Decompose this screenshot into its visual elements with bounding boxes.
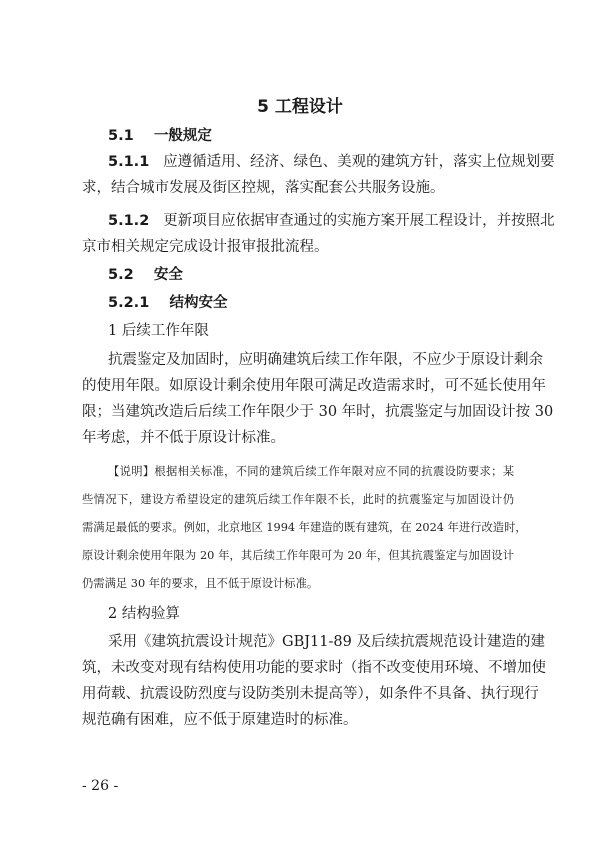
chapter-title: 5 工程设计 bbox=[257, 97, 343, 117]
note-line-2: 些情况下，建设方希望设定的建筑后续工作年限不长，此时的抗震鉴定与加固设计仍 bbox=[82, 493, 514, 506]
clause-5-1-1-line-2: 求，结合城市发展及街区控规，落实配套公共服务设施。 bbox=[82, 180, 445, 196]
clause-number: 5.2.1 bbox=[108, 295, 150, 311]
clause-number: 5.1.2 bbox=[108, 213, 150, 229]
item-2-line-4: 规范确有困难，应不低于原建造时的标准。 bbox=[82, 712, 358, 728]
note-line-1: 【说明】根据相关标准，不同的建筑后续工作年限对应不同的抗震设防要求；某 bbox=[108, 465, 514, 478]
item-1-line-1: 抗震鉴定及加固时，应明确建筑后续工作年限，不应少于原设计剩余 bbox=[108, 352, 543, 368]
clause-title: 结构安全 bbox=[169, 295, 228, 311]
section-number: 5.1 bbox=[108, 128, 134, 144]
section-5-2-heading bbox=[108, 265, 514, 285]
clause-5-2-1-heading bbox=[108, 293, 514, 313]
clause-5-1-1-line-1 bbox=[108, 152, 555, 172]
clause-number: 5.1.1 bbox=[108, 154, 150, 170]
section-5-1-heading bbox=[108, 126, 514, 146]
clause-5-1-2-line-1 bbox=[108, 211, 555, 231]
page-number: - 26 - bbox=[82, 778, 119, 794]
item-2-line-2: 筑，未改变对现有结构使用功能的要求时（指不改变使用环境、不增加使 bbox=[82, 660, 546, 676]
clause-text: 更新项目应依据审查通过的实施方案开展工程设计，并按照北 bbox=[163, 213, 555, 229]
section-number: 5.2 bbox=[108, 267, 134, 283]
item-1-line-3: 限；当建筑改造后后续工作年限少于 30 年时，抗震鉴定与加固设计按 30 bbox=[82, 404, 554, 420]
note-line-5: 仍需满足 30 年的要求，且不低于原设计标准。 bbox=[82, 577, 319, 590]
section-title: 一般规定 bbox=[153, 128, 212, 144]
clause-5-1-2-line-2: 京市相关规定完成设计报审报批流程。 bbox=[82, 239, 329, 255]
item-1-line-2: 的使用年限。如原设计剩余使用年限可满足改造需求时，可不延长使用年 bbox=[82, 378, 546, 394]
item-1-line-4: 年考虑，并不低于原设计标准。 bbox=[82, 430, 285, 446]
item-2-line-1: 采用《建筑抗震设计规范》GBJ11-89 及后续抗震规范设计建造的建 bbox=[108, 634, 545, 650]
note-line-3: 需满足最低的要求。例如，北京地区 1994 年建造的既有建筑，在 2024 年进行改造时， bbox=[82, 521, 527, 534]
item-2-line-3: 用荷载、抗震设防烈度与设防类别未提高等），如条件不具备、执行现行 bbox=[82, 686, 539, 702]
note-line-4: 原设计剩余使用年限为 20 年，其后续工作年限可为 20 年，但其抗震鉴定与加固设计 bbox=[82, 549, 514, 562]
item-1-title: 1 后续工作年限 bbox=[108, 323, 209, 339]
item-2-title: 2 结构验算 bbox=[108, 606, 180, 622]
clause-text: 应遵循适用、经济、绿色、美观的建筑方针，落实上位规划要 bbox=[163, 154, 555, 170]
section-title: 安全 bbox=[153, 267, 183, 283]
